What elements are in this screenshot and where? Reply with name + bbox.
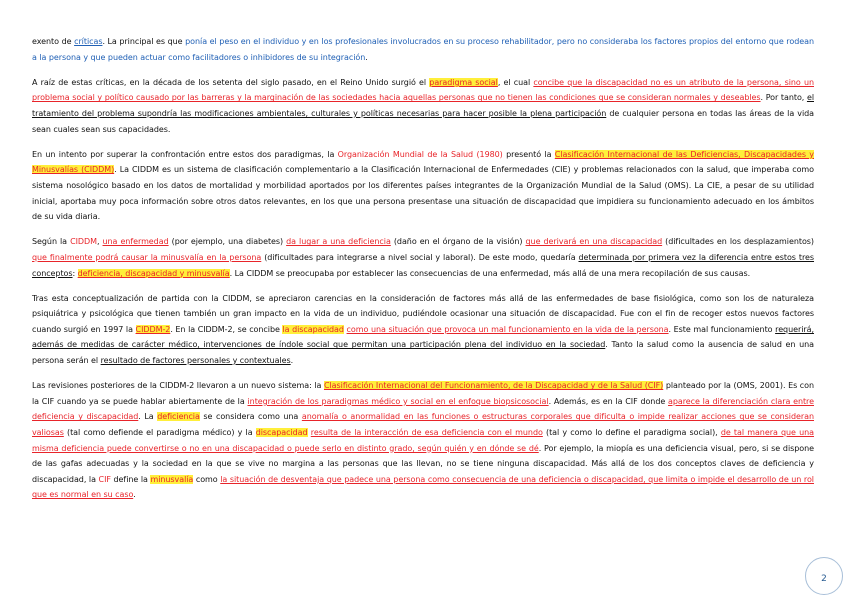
text-run: .: [365, 52, 368, 62]
text-run: el tratamiento del problema supondría las modificaciones ambientales, culturales y políticas necesarias para hacer posible la plena participación: [32, 93, 814, 118]
text-run: ,: [96, 237, 103, 247]
text-run: la situación de desventaja que padece una persona como consecuencia de una deficiencia o discapacidad, que limita o impide el desarrollo de un rol que es normal en su caso: [32, 474, 814, 500]
text-run: como una situación que provoca un mal funcionamiento en la vida de la persona: [346, 324, 669, 334]
text-run: Las revisiones posteriores de la CIDDM-2 llevaron a un nuevo sistema: la: [32, 381, 324, 391]
text-run: anomalía o anormalidad en las funciones o estructuras corporales que dificulta o impide realizar acciones que se consideran valiosas: [32, 412, 814, 438]
text-run: (tal y como lo define el paradigma social),: [542, 428, 721, 438]
text-run: exento de: [32, 37, 75, 46]
text-run: (por ejemplo, una diabetes): [168, 237, 287, 247]
page-number-badge: [805, 557, 843, 595]
text-run: de tal manera que una misma deficiencia puede convertirse o no en una discapacidad o puede serlo en distinto grado, según quién y en dónde se dé: [32, 428, 814, 453]
text-run: (dificultades para integrarse a nivel social y laboral). De este modo, quedaría: [261, 252, 579, 262]
text-run: . Por ejemplo, la miopía es una deficiencia visual, pero, si se dispone de las gafas adecuadas y la sociedad en la que se vive no margina a las personas que las llevan, no se tiene ninguna discapacidad. Más allá de los dos conceptos claves de deficiencia y discapacidad, la: [32, 443, 814, 484]
paragraph-paradigma-social: [32, 75, 814, 137]
text-run: presentó la: [502, 149, 555, 159]
text-run: (daño en el órgano de la visión): [390, 237, 526, 247]
text-run: CIF: [98, 474, 111, 484]
text-run: Tras esta conceptualización de partida con la CIDDM, se apreciaron carencias en la consideración de factores más allá de las enfermedades de base fisiológica, como son los de naturaleza psiquiátrica y psicológica que tienen también un gran impacto en la vida de un individuo, pudiéndole ocasionar una situación de discapacidad. Fue con el fin de recoger estos nuevos factores cuando surgió en 1997 la: [32, 293, 814, 334]
paragraph-ciddm-intro: [32, 147, 814, 225]
page-number: 2: [821, 574, 827, 584]
text-run: Clasificación Internacional de las Deficiencias, Discapacidades y Minusvalías (CIDDM): [32, 149, 814, 175]
text-run: . Tanto la salud como la ausencia de salud en una persona serán el: [32, 340, 814, 366]
text-run: (tal como defiende el paradigma médico) y la: [63, 428, 256, 438]
text-run: se considera como una: [199, 412, 302, 422]
text-run: que derivará en una discapacidad: [525, 237, 663, 247]
text-run: integración de los paradigmas médico y social en el enfoque biopsicosocial: [247, 396, 549, 406]
text-run: resultado de factores personales y contextuales: [100, 356, 291, 366]
text-run: críticas: [74, 37, 103, 46]
text-run: . La CIDDM es un sistema de clasificación complementario a la Clasificación Internacional de Enfermedades (CIE) y problemas relacionados con la salud, que imperaba como sistema nosológico basado en los datos de mortalidad y morbilidad aportados por los diferentes países integrantes de la Organización Mundial de la Salud (OMS). La CIE, a pesar de su utilidad inicial, aportaba muy poca información sobre otros datos relevantes, en los que una persona presentase una situación de discapacidad que impidiera su funcionamiento adecuado en los ámbitos de su vida diaria.: [32, 165, 815, 222]
text-run: . La principal es que: [102, 37, 186, 46]
text-run: Clasificación Internacional del Funcionamiento, de la Discapacidad y de la Salud (CIF): [323, 381, 664, 391]
text-run: (dificultades en los desplazamientos): [662, 237, 814, 247]
text-run: da lugar a una deficiencia: [286, 237, 391, 247]
text-run: concibe que la discapacidad no es un atributo de la persona, sino un problema social y político causado por las barreras y la marginación de las sociedades hacia aquellas personas que no tienen las condiciones que se consideran normales y deseables: [32, 77, 814, 103]
paragraph-ciddm-2: [32, 291, 814, 369]
text-run: . Este mal funcionamiento: [668, 324, 776, 334]
text-run: determinada por primera vez la diferencia entre estos tres conceptos: [32, 252, 815, 278]
text-run: deficiencia: [157, 412, 200, 422]
text-run: .: [290, 356, 294, 366]
text-run: . En la CIDDM-2, se concibe: [170, 324, 283, 334]
text-run: de cualquier persona en todas las áreas de la vida sean cuales sean sus capacidades.: [32, 108, 814, 134]
text-run: . Por tanto,: [760, 93, 807, 103]
text-run: , el cual: [497, 77, 534, 87]
text-run: minusvalía: [150, 474, 194, 484]
text-run: . La: [138, 412, 158, 422]
text-run: discapacidad: [255, 428, 308, 438]
text-run: CIDDM-2: [135, 324, 171, 334]
text-run: define la: [110, 474, 151, 484]
paragraph-cif: [32, 378, 814, 503]
text-run: paradigma social: [429, 77, 498, 87]
text-run: A raíz de estas críticas, en la década de los setenta del siglo pasado, en el Reino Unido surgió el: [32, 77, 430, 87]
document-body: [32, 34, 814, 513]
text-run: resulta de la interacción de esa deficiencia con el mundo: [310, 428, 543, 438]
text-run: .: [133, 490, 136, 500]
paragraph-ciddm-concepts: [32, 234, 814, 281]
text-run: CIDDM: [70, 237, 97, 247]
text-run: . La CIDDM se preocupaba por establecer las consecuencias de una enfermedad, más allá de una mera recopilación de sus causas.: [229, 268, 751, 278]
text-run: :: [72, 268, 78, 278]
text-run: una enfermedad: [102, 237, 169, 247]
text-run: requerirá, además de medidas de carácter médico, intervenciones de índole social que permitan una participación plena del individuo en la sociedad: [32, 324, 814, 350]
text-run: deficiencia, discapacidad y minusvalía: [77, 268, 230, 278]
text-run: aparece la diferenciación clara entre deficiencia y discapacidad: [32, 396, 814, 422]
text-run: ponía el peso en el individuo y en los profesionales involucrados en su proceso rehabilitador, pero no consideraba los factores propios del entorno que rodean a la persona y que pueden actuar como facilitadores o inhibidores de su integración: [32, 37, 814, 62]
text-run: . Además, es en la CIF donde: [548, 396, 669, 406]
text-run: que finalmente podrá causar la minusvalía en la persona: [32, 252, 262, 262]
text-run: En un intento por superar la confrontación entre estos dos paradigmas, la: [32, 149, 338, 159]
text-run: Según la: [32, 237, 71, 247]
text-run: Organización Mundial de la Salud (1980): [337, 149, 503, 159]
text-run: la discapacidad: [282, 324, 344, 334]
paragraph-criticas: [32, 34, 814, 65]
text-run: planteado por la (OMS, 2001). Es con la CIF cuando ya se puede hablar abiertamente de la: [32, 381, 814, 406]
text-run: como: [193, 474, 221, 484]
